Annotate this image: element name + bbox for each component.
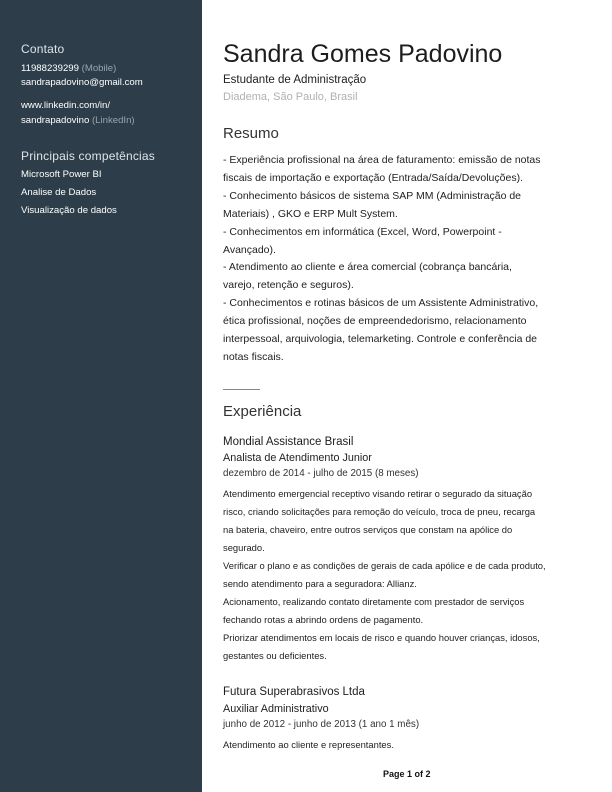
linkedin-tag: (LinkedIn) — [91, 115, 135, 126]
job-description-line: gestantes ou deficientes. — [223, 650, 327, 661]
job-dates: dezembro de 2014 - julho de 2015 (8 meses) — [223, 468, 419, 479]
summary-line: notas fiscais. — [223, 350, 284, 363]
summary-title: Resumo — [223, 125, 279, 142]
profile-location: Diadema, São Paulo, Brasil — [223, 91, 358, 103]
job-description-line: Atendimento emergencial receptivo visando retirar o segurado da situação — [223, 488, 533, 499]
experience-title: Experiência — [223, 403, 302, 420]
job-role: Analista de Atendimento Junior — [223, 452, 372, 464]
summary-line: varejo, retenção e seguros). — [223, 279, 354, 292]
summary-line: - Conhecimentos em informática (Excel, Word, Powerpoint - — [223, 225, 502, 238]
phone-number[interactable]: 11988239299 — [21, 63, 79, 74]
contact-title: Contato — [21, 42, 65, 56]
profile-name: Sandra Gomes Padovino — [223, 40, 503, 68]
phone-line — [21, 63, 116, 74]
job-company: Mondial Assistance Brasil — [223, 436, 354, 448]
skill-item: Visualização de dados — [21, 205, 117, 216]
skills-title: Principais competências — [21, 149, 155, 163]
summary-line: interpessoal, arquivologia, telemarketing. Controle e conferência de — [223, 333, 538, 346]
linkedin-link-line2[interactable]: sandrapadovino — [21, 115, 90, 126]
summary-line: Materiais) , GKO e ERP Mult System. — [223, 207, 398, 220]
phone-tag: (Mobile) — [81, 63, 117, 74]
job-description-line: Acionamento, realizando contato diretamente com prestador de serviços — [223, 596, 525, 607]
summary-line: ética profissional, noções de empreendedorismo, relacionamento — [223, 315, 527, 328]
skill-item: Analise de Dados — [21, 187, 97, 198]
job-description-line: risco, criando solicitações para remoção do veículo, troca de pneu, recarga — [223, 506, 536, 517]
linkedin-line2 — [21, 115, 135, 126]
sidebar — [0, 0, 202, 792]
job-description-line: na bateria, chaveiro, entre outros serviços que constam na apólice do — [223, 524, 513, 535]
job-description-line: Priorizar atendimentos em locais de risco e quando houver crianças, idosos, — [223, 632, 540, 643]
summary-line: - Atendimento ao cliente e área comercial (cobrança bancária, — [223, 261, 512, 274]
section-divider — [223, 389, 260, 390]
job-description — [223, 736, 591, 754]
email-link[interactable]: sandrapadovino@gmail.com — [21, 77, 143, 88]
job-description-line: sendo atendimento para a seguradora: Allianz. — [223, 578, 417, 589]
summary-line: - Conhecimento básicos de sistema SAP MM (Administração de — [223, 189, 522, 202]
job-description-line: fechando rotas a abrindo ordens de pagamento. — [223, 614, 424, 625]
summary-line: Avançado). — [223, 243, 276, 256]
job-description-line: Verificar o plano e as condições de gerais de cada apólice e de cada produto, — [223, 560, 546, 571]
job-description-line: Atendimento ao cliente e representantes. — [223, 739, 394, 750]
job-description — [223, 485, 591, 665]
summary-line: - Conhecimentos e rotinas básicos de um Assistente Administrativo, — [223, 297, 539, 310]
summary-line: - Experiência profissional na área de faturamento: emissão de notas — [223, 154, 541, 166]
profile-headline: Estudante de Administração — [223, 74, 367, 86]
job-description-line: segurado. — [223, 542, 265, 553]
job-company: Futura Superabrasivos Ltda — [223, 686, 365, 698]
page-indicator: Page 1 of 2 — [383, 769, 431, 779]
job-dates: junho de 2012 - junho de 2013 (1 ano 1 mês) — [223, 719, 420, 730]
summary-text — [223, 152, 591, 367]
linkedin-link-line1[interactable]: www.linkedin.com/in/ — [21, 100, 111, 111]
summary-line: fiscais de importação e exportação (Entrada/Saída/Devoluções). — [223, 171, 523, 184]
job-role: Auxiliar Administrativo — [223, 703, 329, 715]
skill-item: Microsoft Power BI — [21, 169, 102, 180]
